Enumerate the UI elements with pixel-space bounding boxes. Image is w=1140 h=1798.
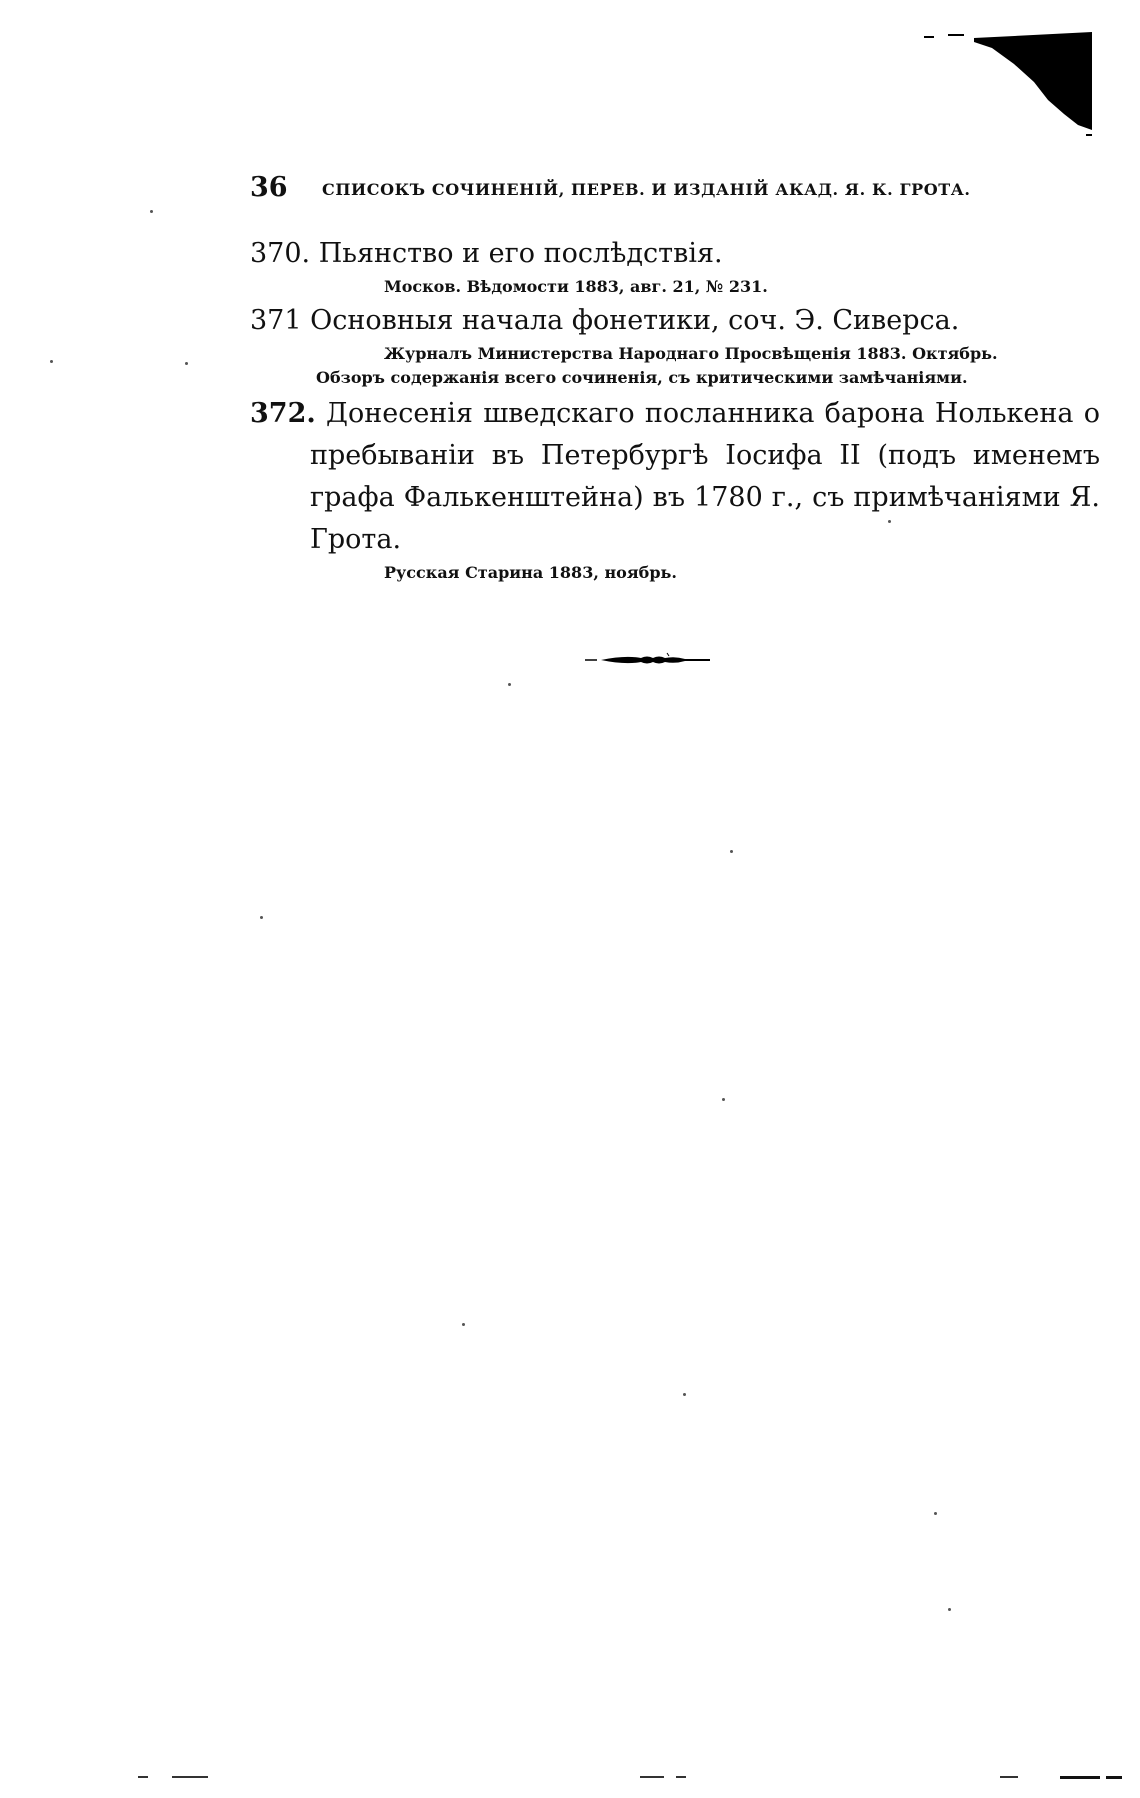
scan-speck (508, 683, 511, 686)
entry-source: Москов. Вѣдомости 1883, авг. 21, № 231. (384, 277, 768, 296)
scan-speck (888, 520, 891, 523)
scan-speck (150, 210, 153, 213)
scan-speck (722, 1098, 725, 1101)
entry-title: Пьянство и его послѣдствія. (318, 238, 723, 269)
entry-number: 371 (250, 305, 302, 336)
entry-title: Основныя начала фонетики, соч. Э. Сиверса. (310, 305, 960, 336)
bibliography-entry-371 (250, 300, 1050, 390)
scan-speck (50, 360, 53, 363)
scan-edge-artifact (864, 30, 1104, 140)
scan-speck (260, 916, 263, 919)
scan-speck (934, 1512, 937, 1515)
entry-title: Донесенія шведскаго посланника барона Нолькена о пребываніи въ Петербургѣ Іосифа II (подъ именемъ графа Фалькенштейна) въ 1780 г., съ примѣчаніями Я. Грота. (310, 398, 1100, 555)
entry-title-line (250, 300, 1050, 342)
scan-bottom-edge (0, 1772, 1140, 1784)
bibliography-entry-370 (250, 233, 1050, 299)
entry-source: Журналъ Министерства Народнаго Просвѣщенія 1883. Октябрь. (384, 344, 998, 363)
entry-note: Обзоръ содержанія всего сочиненія, съ критическими замѣчаніями. (316, 368, 968, 387)
entry-title-line (250, 233, 1050, 275)
entry-source: Русская Старина 1883, ноябрь. (384, 563, 677, 582)
entry-title-line (250, 393, 1100, 561)
scan-speck (462, 1323, 465, 1326)
scan-speck (683, 1393, 686, 1396)
scan-speck (948, 1608, 951, 1611)
page-header (250, 172, 1050, 212)
bibliography-entry-372 (250, 393, 1100, 585)
scan-speck (730, 850, 733, 853)
scan-speck (185, 362, 188, 365)
section-end-ornament (585, 652, 710, 668)
entry-number: 372. (250, 398, 316, 429)
page-number: 36 (250, 172, 288, 203)
entry-number: 370. (250, 238, 311, 269)
running-title: СПИСОКЪ СОЧИНЕНІЙ, ПЕРЕВ. И ИЗДАНІЙ АКАД. Я. К. ГРОТА. (322, 180, 971, 199)
